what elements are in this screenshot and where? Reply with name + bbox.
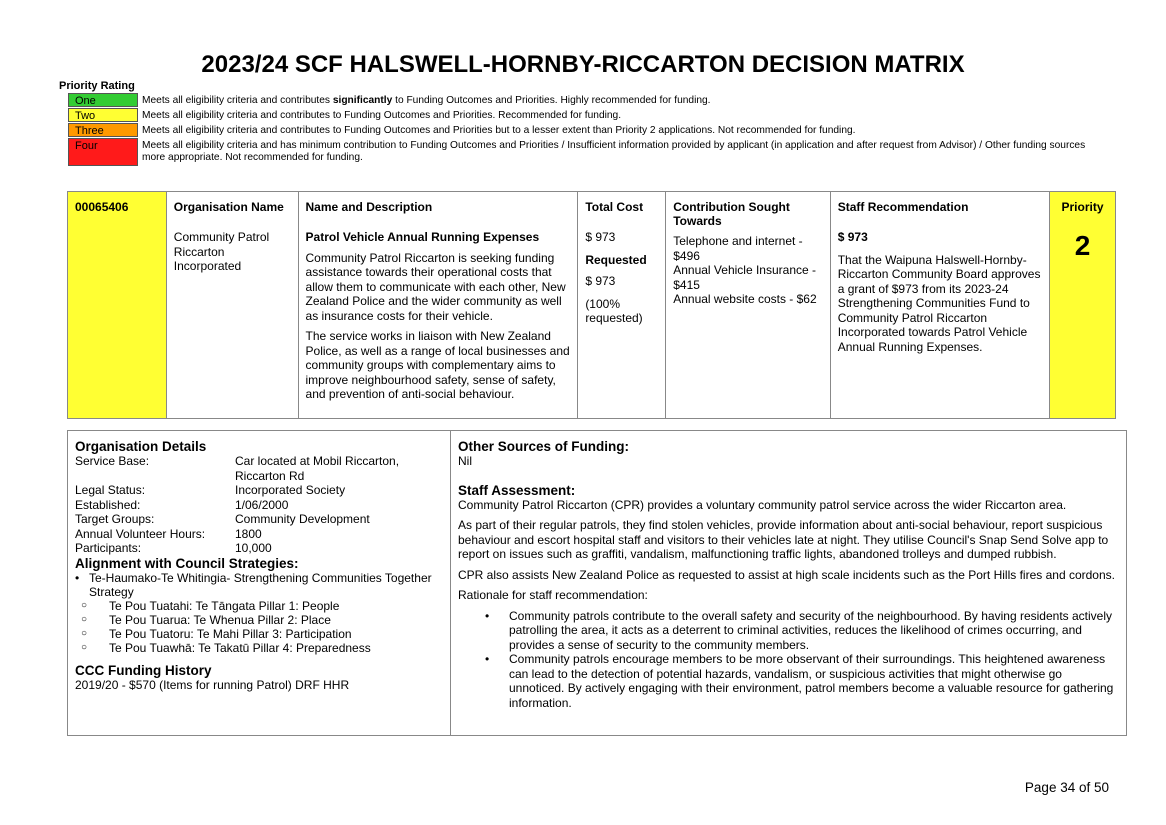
header-contribution: Contribution Sought Towards [673,200,790,228]
legend-desc-two: Meets all eligibility criteria and contributes to Funding Outcomes and Priorities. Recommended for funding. [142,110,622,121]
detail-row: Participants: 10,000 [75,541,272,555]
organisation-name: Community Patrol Riccarton Incorporated [173,230,270,273]
assessment-paragraph: CPR also assists New Zealand Police as requested to assist at high scale incidents such as the Port Hills fires and cordons. [458,567,1115,582]
application-id: 00065406 [75,200,129,214]
total-cost: $ 973 [585,230,616,244]
legend-swatch-three: Three [68,123,138,137]
alignment-heading: Alignment with Council Strategies: [75,555,299,571]
assessment-section [451,431,1126,735]
requested-amount: $ 973 [585,274,616,288]
pillar-item: ○ Te Pou Tuatoru: Te Mahi Pillar 3: Participation [75,627,443,641]
assessment-paragraph: Community Patrol Riccarton (CPR) provides a voluntary community patrol service across the wider Riccarton area. [458,497,1067,512]
organisation-details-section [68,431,451,735]
name-description-cell [298,192,578,419]
requested-percent: (100% requested) [585,296,643,325]
details-panel [67,430,1127,736]
staff-amount: $ 973 [837,230,868,244]
contribution-item: Annual website costs - $62 [673,292,817,306]
legend-desc-four: Meets all eligibility criteria and has minimum contribution to Funding Outcomes and Priorities / Insufficient information provided by applicant (in application and after request from Advisor) / Other funding sources more appropriate. Not recommended for funding. [142,140,1086,163]
contribution-item: Telephone and internet - $496 [673,234,803,263]
staff-assessment-heading: Staff Assessment: [458,482,576,498]
organisation-cell [166,192,298,419]
decision-matrix-table [67,191,1116,419]
organisation-details-heading: Organisation Details [75,439,207,454]
detail-row: Legal Status: Incorporated Society [75,483,346,497]
priority-value: 2 [1074,230,1091,261]
pillar-item: ○ Te Pou Tuatahi: Te Tāngata Pillar 1: People [75,599,443,613]
requested-label: Requested [585,252,647,267]
legend-row-four [68,138,1108,166]
other-funding-value: Nil [458,454,472,468]
detail-row: Target Groups: Community Development [75,512,370,526]
legend-desc-three: Meets all eligibility criteria and contributes to Funding Outcomes and Priorities but to a lesser extent than Priority 2 applications. Not recommended for funding. [142,125,856,136]
legend-swatch-four: Four [68,138,138,166]
funding-history-heading: CCC Funding History [75,662,212,678]
priority-legend [68,93,1108,166]
project-title: Patrol Vehicle Annual Running Expenses [305,230,540,244]
total-cost-cell [578,192,666,419]
description-paragraph-2: The service works in liaison with New Zealand Police, as well as a range of local businesses and community groups with complementary aims to improve neighbourhood safety, sense of safety, and prevention of anti-social behaviour. [305,329,570,401]
detail-row: Established: 1/06/2000 [75,497,289,512]
pillar-item: ○ Te Pou Tuarua: Te Whenua Pillar 2: Place [75,613,443,627]
matrix-row [68,192,1116,419]
funding-history-entry: 2019/20 - $570 (Items for running Patrol) DRF HHR [75,677,350,692]
header-name-description: Name and Description [305,200,433,214]
staff-recommendation-text: That the Waipuna Halswell-Hornby-Riccarton Community Board approves a grant of $973 from its 2023-24 Strengthening Communities Fund to Community Patrol Riccarton Incorporated towards Patrol Vehicle Annual Running Expenses. [837,252,1041,354]
legend-row-three [68,123,1108,137]
detail-row: Annual Volunteer Hours: 1800 [75,526,262,541]
application-id-cell [68,192,167,419]
pillar-item: ○ Te Pou Tuawhā: Te Takatū Pillar 4: Preparedness [75,641,443,655]
assessment-paragraph: As part of their regular patrols, they find stolen vehicles, provide information about anti-social behaviour, report suspicious behaviour and escort hospital staff and visitors to their vehicles late at night. They utilise Council's Snap Send Solve app to report on issues such as graffiti, vandalism, malfunctioning traffic lights, abandoned trolleys and dumped rubbish. [458,518,1109,561]
priority-rating-heading: Priority Rating [59,80,135,92]
legend-row-one [68,93,1108,107]
contribution-item: Annual Vehicle Insurance - $415 [673,263,816,292]
rationale-bullet: • Community patrols encourage members to be more observant of their surroundings. This heightened awareness can lead to the detection of potential hazards, vandalism, or suspicious activities that might otherwise go unnoticed. By actively engaging with their environment, patrol members become a valuable resource for gathering information. [458,652,1119,710]
page-title: 2023/24 SCF HALSWELL-HORNBY-RICCARTON DECISION MATRIX [201,51,965,78]
header-total-cost: Total Cost [585,200,644,214]
priority-cell [1050,192,1116,419]
staff-recommendation-cell [830,192,1049,419]
detail-row: Service Base: Car located at Mobil Riccarton, Riccarton Rd [75,454,400,483]
header-organisation-name: Organisation Name [173,200,284,214]
rationale-label: Rationale for staff recommendation: [458,588,648,602]
other-funding-heading: Other Sources of Funding: [458,439,629,454]
header-staff-recommendation: Staff Recommendation [837,200,969,214]
header-priority: Priority [1061,200,1104,214]
legend-swatch-two: Two [68,108,138,122]
legend-row-two [68,108,1108,122]
legend-swatch-one: One [68,93,138,107]
strategy-list [75,571,443,655]
legend-desc-one: Meets all eligibility criteria and contributes significantly to Funding Outcomes and Priorities. Highly recommended for funding. [142,95,711,106]
page-number: Page 34 of 50 [1024,780,1109,795]
rationale-bullet: • Community patrols contribute to the overall safety and security of the neighbourhood. By having residents actively patrolling the area, it acts as a deterrent to criminal activities, reduces the likelihood of crimes occurring, and provides a sense of security to the community members. [458,609,1119,653]
description-paragraph-1: Community Patrol Riccarton is seeking funding assistance towards their operational costs that allow them to communicate with each other, New Zealand Police and the wider community as well as insurance costs for their vehicle. [305,250,566,323]
strategy-item: • Te-Haumako-Te Whitingia- Strengthening Communities Together Strategy [75,571,443,599]
contribution-cell [666,192,830,419]
